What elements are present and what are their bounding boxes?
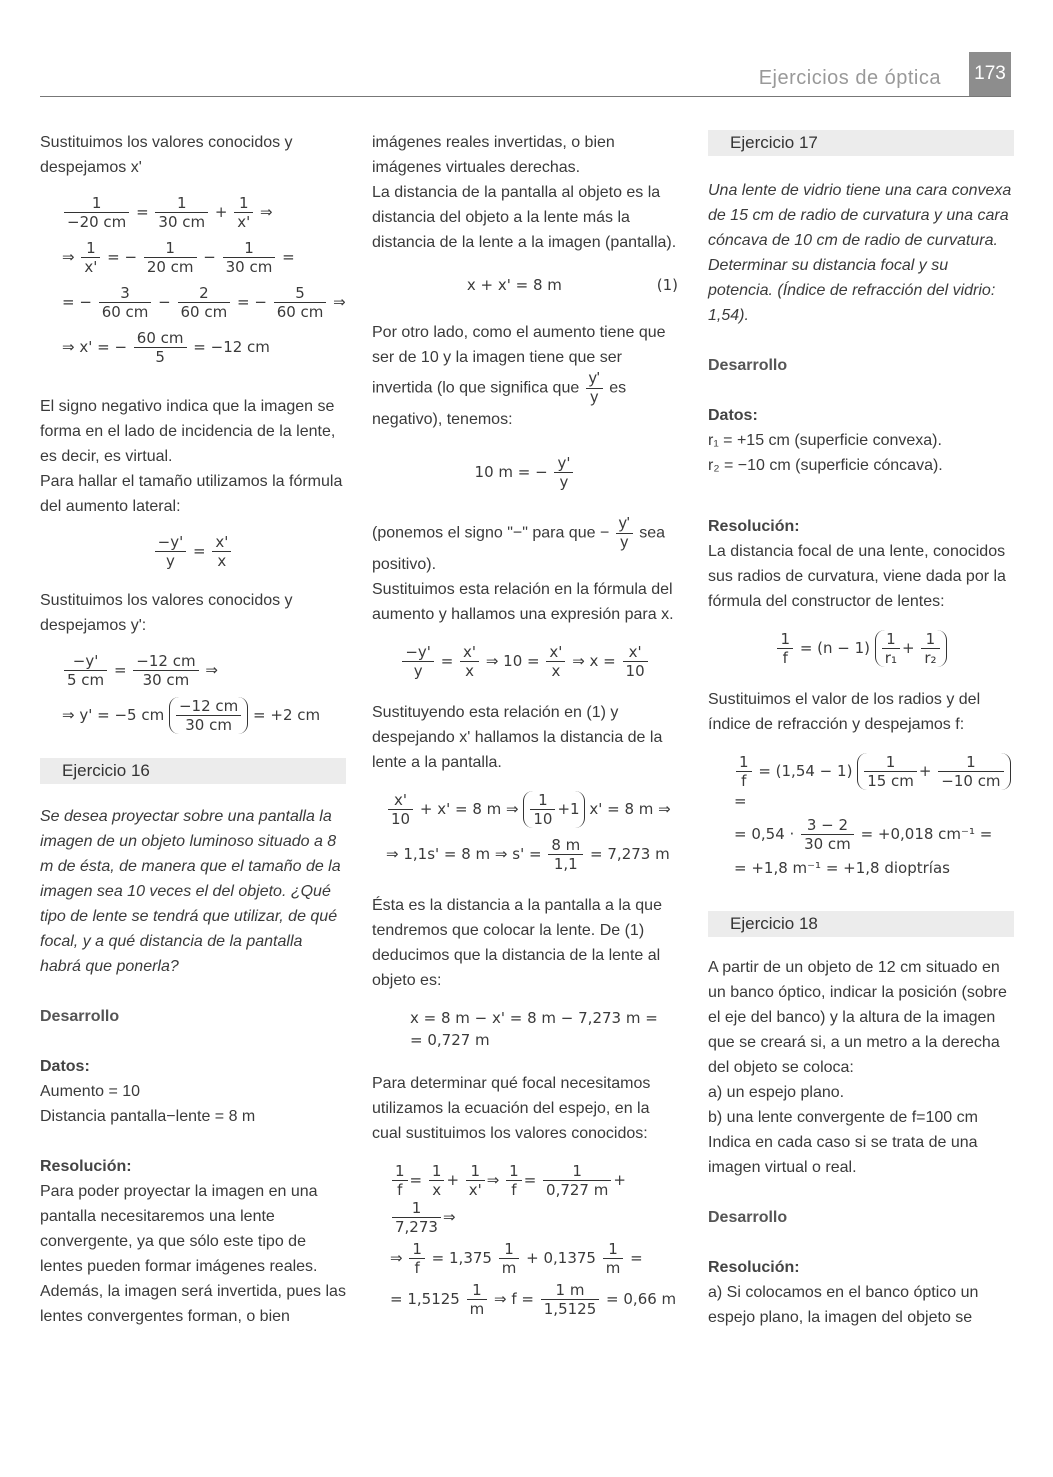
fraction: $\frac{y'}{y}$ <box>616 515 633 552</box>
list-item: a) un espejo plano. <box>708 1084 845 1101</box>
page-header <box>40 52 1011 98</box>
equation-line: = 1,5125 $\frac{1}{m}$ ⇒ f = $\frac{1 m}{1,5125}$ = 0,66 m <box>390 1281 677 1318</box>
fraction: $\frac{-12 cm}{30 cm}$ <box>133 652 198 689</box>
fraction: $\frac{1}{x'}$ <box>466 1162 485 1199</box>
parenthesis-group: $\frac{1}{\text{r₁}}$ + $\frac{1}{\text{r₂}}$ <box>875 630 947 667</box>
fraction: $\frac{1}{-20 cm}$ <box>64 194 129 231</box>
fraction: $\frac{-y'}{5 cm}$ <box>64 652 107 689</box>
fraction: $\frac{8 m}{1,1}$ <box>548 836 583 873</box>
fraction: $\frac{1}{-10 cm}$ <box>938 753 1003 790</box>
equation-line: $\frac{1}{f}$ = (1,54 − 1) $\frac{1}{15 cm}$ + $\frac{1}{-10 cm}$ = <box>734 751 1014 814</box>
equation-line: $\frac{1}{-20 cm}$ = $\frac{1}{30 cm}$ + $\frac{1}{x'}$ ⇒ <box>62 190 346 235</box>
fraction: $\frac{1}{x}$ <box>429 1162 445 1199</box>
equation-block: $\frac{-y'}{y}$ = $\frac{x'}{x}$ <box>40 533 346 570</box>
section-heading: Desarrollo <box>708 1209 788 1226</box>
data-line: r₁ = +15 cm (superficie convexa). <box>708 432 942 449</box>
equation-line: ⇒ x' = − $\frac{60 cm}{5}$ = −12 cm <box>62 329 270 366</box>
fraction: $\frac{1}{\text{r₁}}$ <box>882 630 900 667</box>
equation-line: x + x' = 8 m <box>466 276 562 294</box>
paragraph: Por otro lado, como el aumento tiene que ser de 10 y la imagen tiene que ser invertida (lo que significa que $\frac{y'}{y}$ es negativo), tenemos: <box>372 324 666 428</box>
equation-block <box>372 1160 678 1320</box>
equation-block <box>372 1007 678 1051</box>
fraction: $\frac{5}{60 cm}$ <box>274 284 327 321</box>
equation-line: = 0,727 m <box>410 1031 490 1049</box>
equation-line: = − $\frac{3}{60 cm}$ − $\frac{2}{60 cm}$ = − $\frac{5}{60 cm}$ ⇒ <box>62 284 346 321</box>
parenthesis-group: $\frac{1}{15 cm}$ + $\frac{1}{-10 cm}$ <box>857 753 1010 790</box>
fraction: $\frac{3}{60 cm}$ <box>99 284 152 321</box>
section-heading: Resolución: <box>708 1259 800 1276</box>
equation-block <box>372 787 678 877</box>
fraction: $\frac{1}{f}$ <box>392 1162 408 1199</box>
equation-line: $\frac{x'}{10}$ + x' = 8 m ⇒ $\frac{1}{10}$ +1 x' = 8 m ⇒ <box>386 787 678 832</box>
section-heading: Datos: <box>40 1058 90 1075</box>
column-right <box>708 130 1014 1330</box>
paragraph: Ésta es la distancia a la pantalla a la que tendremos que colocar la lente. De (1) deducimos que la distancia de la lente al objeto es: <box>372 897 662 989</box>
fraction: $\frac{1}{f}$ <box>777 630 793 667</box>
equation-line: = 0,54 · $\frac{3 - 2}{30 cm}$ = +0,018 cm⁻¹ = <box>734 816 993 853</box>
equation-line: = +1,8 m⁻¹ = +1,8 dioptrías <box>734 859 950 877</box>
fraction: $\frac{x'}{x}$ <box>546 643 565 680</box>
fraction: $\frac{1}{f}$ <box>506 1162 522 1199</box>
paragraph: La distancia de la pantalla al objeto es la distancia del objeto a la lente más la distancia de la lente a la imagen (pantalla). <box>372 184 677 251</box>
fraction: $\frac{-y'}{y}$ <box>402 643 434 680</box>
section-heading: Resolución: <box>708 518 800 535</box>
equation-line: $\frac{1}{f}$ = $\frac{1}{x}$ + $\frac{1}{x'}$ ⇒ $\frac{1}{f}$ = $\frac{1}{0,727 m}$ + $\frac{1}{7,273}$ ⇒ <box>390 1160 678 1238</box>
section-heading: Datos: <box>708 407 758 424</box>
fraction: $\frac{1}{\text{r₂}}$ <box>921 630 939 667</box>
paragraph: El signo negativo indica que la imagen se forma en el lado de incidencia de la lente, es decir, es virtual. <box>40 398 336 465</box>
header-rule <box>40 96 1011 97</box>
fraction: $\frac{1}{f}$ <box>409 1240 425 1277</box>
fraction: $\frac{x'}{10}$ <box>388 791 413 828</box>
fraction: $\frac{x'}{x}$ <box>212 533 231 570</box>
column-middle <box>372 130 678 1326</box>
equation-number: (1) <box>656 276 678 294</box>
paragraph: Para poder proyectar la imagen en una pantalla necesitaremos una lente convergente, ya que sólo este tipo de lentes pueden formar imágenes reales. Además, la imagen será invertida, pues las lentes convergentes forman, o bien <box>40 1183 346 1325</box>
exercise-17-heading: Ejercicio 17 <box>708 130 1014 156</box>
paragraph: Sustituimos esta relación en la fórmula del aumento y hallamos una expresión para x. <box>372 581 674 623</box>
fraction: $\frac{1}{m}$ <box>499 1240 520 1277</box>
paragraph: imágenes reales invertidas, o bien imágenes virtuales derechas. <box>372 134 615 176</box>
page-number: 173 <box>969 52 1011 96</box>
paragraph: Sustituimos los valores conocidos y despejamos x' <box>40 134 293 176</box>
equation-line: ⇒ $\frac{1}{f}$ = 1,375 $\frac{1}{m}$ + 0,1375 $\frac{1}{m}$ = <box>390 1240 643 1277</box>
fraction: $\frac{1}{m}$ <box>603 1240 624 1277</box>
fraction: $\frac{1 m}{1,5125}$ <box>541 1281 600 1318</box>
equation-line: ⇒ 1,1s' = 8 m ⇒ s' = $\frac{8 m}{1,1}$ = 7,273 m <box>386 836 670 873</box>
fraction: $\frac{1}{x'}$ <box>234 194 253 231</box>
paragraph: Sustituyendo esta relación en (1) y despejando x' hallamos la distancia de la lente a la pantalla. <box>372 704 663 771</box>
parenthesis-group <box>169 697 248 734</box>
fraction: $\frac{1}{30 cm}$ <box>223 239 276 276</box>
exercise-statement: A partir de un objeto de 12 cm situado en un banco óptico, indicar la posición (sobre el eje del banco) y la altura de la imagen que se creará si, a un metro a la derecha del objeto se coloca: <box>708 959 1007 1076</box>
running-title: Ejercicios de óptica <box>758 67 941 89</box>
paragraph: a) Si colocamos en el banco óptico un espejo plano, la imagen del objeto se <box>708 1284 979 1326</box>
paragraph: Para determinar qué focal necesitamos utilizamos la ecuación del espejo, en la cual sustituimos los valores conocidos: <box>372 1075 651 1142</box>
exercise-18-heading: Ejercicio 18 <box>708 911 1014 937</box>
paragraph: Indica en cada caso si se trata de una imagen virtual o real. <box>708 1134 978 1176</box>
fraction: $\frac{3 - 2}{30 cm}$ <box>801 816 854 853</box>
paragraph: Para hallar el tamaño utilizamos la fórmula del aumento lateral: <box>40 473 343 515</box>
exercise-statement: Se desea proyectar sobre una pantalla la imagen de un objeto luminoso situado a 8 m de ésta, de manera que el tamaño de la imagen sea 10 veces el del objeto. ¿Qué tipo de lente se tendrá que utilizar, de qué focal, y a qué distancia de la pantalla habrá que ponerla? <box>40 808 341 975</box>
fraction: $\frac{60 cm}{5}$ <box>134 329 187 366</box>
fraction: $\frac{-12 cm}{30 cm}$ <box>176 697 241 734</box>
data-line: Distancia pantalla−lente = 8 m <box>40 1108 256 1125</box>
fraction: $\frac{x'}{x}$ <box>460 643 479 680</box>
fraction: $\frac{2}{60 cm}$ <box>178 284 231 321</box>
fraction: $\frac{1}{x'}$ <box>81 239 100 276</box>
data-line: Aumento = 10 <box>40 1083 141 1100</box>
fraction: $\frac{y'}{y}$ <box>554 454 573 491</box>
equation-line: x = 8 m − x' = 8 m − 7,273 m = <box>410 1009 658 1027</box>
fraction: $\frac{1}{15 cm}$ <box>864 753 917 790</box>
fraction: $\frac{1}{f}$ <box>736 753 752 790</box>
equation-block <box>40 648 346 738</box>
exercise-16-heading: Ejercicio 16 <box>40 758 346 784</box>
parenthesis-group: $\frac{1}{10}$ +1 <box>523 791 584 828</box>
fraction: $\frac{y'}{y}$ <box>586 370 603 407</box>
equation-line: $\frac{-y'}{5 cm}$ = $\frac{-12 cm}{30 cm}$ ⇒ <box>62 648 346 693</box>
paragraph: Sustituimos el valor de los radios y del índice de refracción y despejamos f: <box>708 691 981 733</box>
data-line: r₂ = −10 cm (superficie cóncava). <box>708 457 943 474</box>
section-heading: Resolución: <box>40 1158 132 1175</box>
column-left <box>40 130 346 1329</box>
equation-block: 10 m = − $\frac{y'}{y}$ <box>372 454 678 491</box>
equation-block: $\frac{1}{f}$ = (n − 1) $\frac{1}{\text{r₁}}$ + $\frac{1}{\text{r₂}}$ <box>708 630 1014 667</box>
paragraph: Sustituimos los valores conocidos y despejamos y': <box>40 592 293 634</box>
fraction: $\frac{1}{m}$ <box>467 1281 488 1318</box>
list-item: b) una lente convergente de f=100 cm <box>708 1109 978 1126</box>
fraction: $\frac{1}{7,273}$ <box>392 1199 441 1236</box>
equation-line: ⇒ $\frac{1}{x'}$ = − $\frac{1}{20 cm}$ − $\frac{1}{30 cm}$ = <box>62 239 295 276</box>
section-heading: Desarrollo <box>708 357 788 374</box>
fraction: $\frac{x'}{10}$ <box>623 643 648 680</box>
equation-block <box>708 751 1014 881</box>
fraction: $\frac{-y'}{y}$ <box>155 533 187 570</box>
fraction: $\frac{1}{30 cm}$ <box>155 194 208 231</box>
equation-block <box>40 190 346 370</box>
fraction: $\frac{1}{20 cm}$ <box>144 239 197 276</box>
fraction: $\frac{1}{0,727 m}$ <box>543 1162 611 1199</box>
paragraph: (ponemos el signo "−" para que − $\frac{y'}{y}$ sea positivo). <box>372 515 666 573</box>
paragraph: La distancia focal de una lente, conocidos sus radios de curvatura, viene dada por la fórmula del constructor de lentes: <box>708 543 1006 610</box>
equation-line: ⇒ y' = −5 cm $\frac{-12 cm}{30 cm}$ = +2 cm <box>62 697 321 734</box>
exercise-statement: Una lente de vidrio tiene una cara convexa de 15 cm de radio de curvatura y una cara cóncava de 10 cm de radio de curvatura. Determinar su distancia focal y su potencia. (Índice de refracción del vidrio: 1,54). <box>708 182 1012 324</box>
equation-block: $\frac{-y'}{y}$ = $\frac{x'}{x}$ ⇒ 10 = $\frac{x'}{x}$ ⇒ x = $\frac{x'}{10}$ <box>372 643 678 680</box>
fraction: $\frac{1}{10}$ <box>530 791 555 828</box>
section-heading: Desarrollo <box>40 1008 120 1025</box>
equation-block <box>372 273 678 298</box>
